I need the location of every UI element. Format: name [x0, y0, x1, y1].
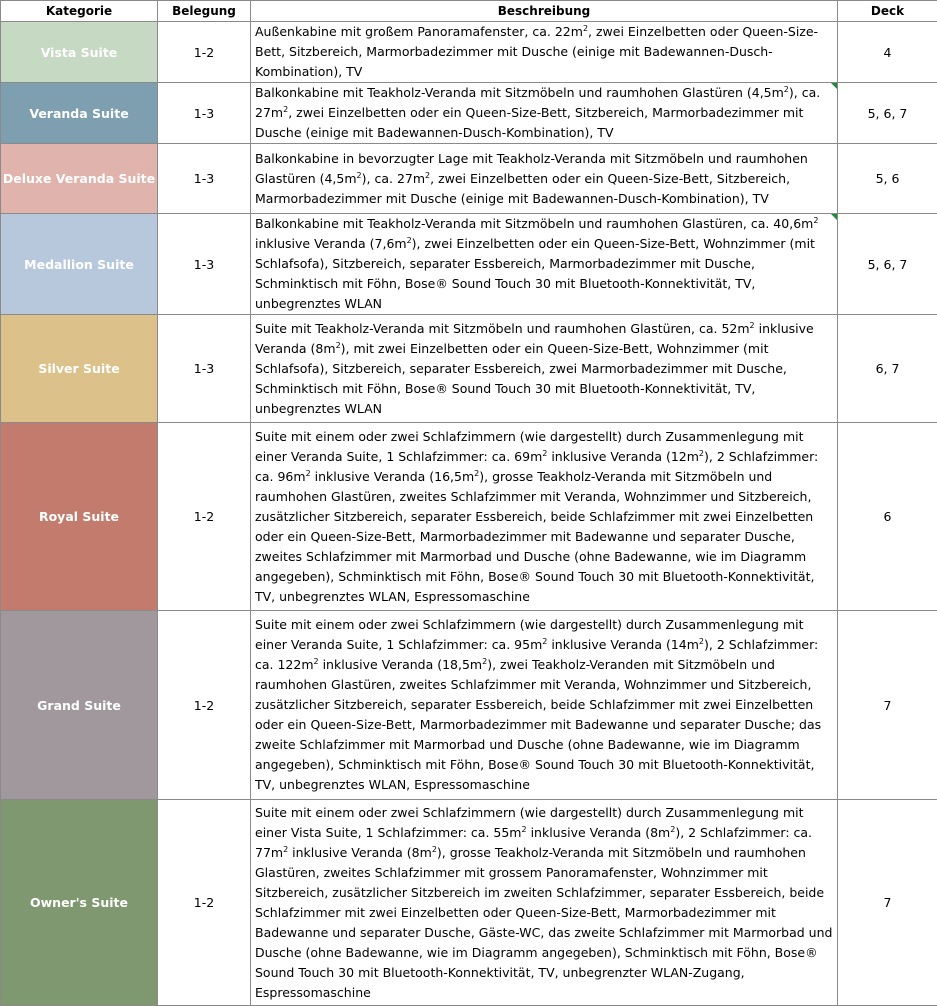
header-beschreibung: Beschreibung — [251, 1, 838, 22]
category-cell: Royal Suite — [1, 423, 158, 611]
occupancy-cell: 1-3 — [158, 83, 251, 144]
occupancy-cell: 1-2 — [158, 800, 251, 1006]
occupancy-cell: 1-2 — [158, 22, 251, 83]
description-cell: Suite mit Teakholz-Veranda mit Sitzmöbeln und raumhohen Glastüren, ca. $52m^2$ inklusive Veranda $(8m^2)$, mit zwei Einzelbetten oder ein Queen-Size-Bett, Wohnzimmer (mit Schlafsofa), Sitzbereich, separater Essbereich, zwei Marmorbadezimmer mit Dusche, Schminktisch mit Föhn, Bose® Sound Touch 30 mit Bluetooth-Konnektivität, TV, unbegrenztes WLAN — [251, 315, 838, 423]
deck-cell: 7 — [838, 611, 937, 800]
category-cell: Owner's Suite — [1, 800, 158, 1006]
header-kategorie: Kategorie — [1, 1, 158, 22]
category-cell: Medallion Suite — [1, 214, 158, 315]
occupancy-cell: 1-3 — [158, 315, 251, 423]
table-row — [1, 144, 937, 214]
header-belegung: Belegung — [158, 1, 251, 22]
header-deck: Deck — [838, 1, 937, 22]
header-row — [1, 1, 937, 22]
category-cell: Silver Suite — [1, 315, 158, 423]
category-cell: Grand Suite — [1, 611, 158, 800]
deck-cell: 4 — [838, 22, 937, 83]
table-row — [1, 800, 937, 1006]
description-cell: Außenkabine mit großem Panoramafenster, ca. $22m^2$, zwei Einzelbetten oder Queen-Size-Bett, Sitzbereich, Marmorbadezimmer mit Dusche (einige mit Badewannen-Dusch-Kombination), TV — [251, 22, 838, 83]
table-row — [1, 315, 937, 423]
category-cell: Veranda Suite — [1, 83, 158, 144]
occupancy-cell: 1-3 — [158, 214, 251, 315]
deck-cell: 6, 7 — [838, 315, 937, 423]
category-cell: Deluxe Veranda Suite — [1, 144, 158, 214]
deck-cell: 6 — [838, 423, 937, 611]
description-cell: Balkonkabine in bevorzugter Lage mit Teakholz-Veranda mit Sitzmöbeln und raumhohen Glastüren $(4,5m^2)$, ca. $27m^2$, zwei Einzelbetten oder ein Queen-Size-Bett, Sitzbereich, Marmorbadezimmer mit Dusche (einige mit Badewannen-Dusch-Kombination), TV — [251, 144, 838, 214]
comment-marker-icon — [831, 83, 837, 89]
deck-cell: 5, 6, 7 — [838, 214, 937, 315]
occupancy-cell: 1-2 — [158, 423, 251, 611]
description-cell: Balkonkabine mit Teakholz-Veranda mit Sitzmöbeln und raumhohen Glastüren $(4,5m^2)$, ca. $27m^2$, zwei Einzelbetten oder ein Queen-Size-Bett, Sitzbereich, Marmorbadezimmer mit Dusche (einige mit Badewannen-Dusch-Kombination), TV — [251, 83, 838, 144]
table-row — [1, 423, 937, 611]
deck-cell: 7 — [838, 800, 937, 1006]
category-cell: Vista Suite — [1, 22, 158, 83]
description-cell: Suite mit einem oder zwei Schlafzimmern (wie dargestellt) durch Zusammenlegung mit einer Vista Suite, 1 Schlafzimmer: ca. $55m^2$ inklusive Veranda $(8m^2)$, 2 Schlafzimmer: ca. $77m^2$ inklusive Veranda $(8m^2)$, grosse Teakholz-Veranda mit Sitzmöbeln und raumhohen Glastüren, zweites Schlafzimmer mit grossem Panoramafenster, Wohnzimmer mit Sitzbereich, zusätzlicher Sitzbereich im zweiten Schlafzimmer, separater Essbereich, beide Schlafzimmer mit zwei Einzelbetten oder Queen-Size-Bett, Marmorbadezimmer mit Badewanne und separater Dusche, Gäste-WC, das zweite Schlafzimmer mit Marmorbad und Dusche (ohne Badewanne, wie im Diagramm angegeben), Schminktisch mit Föhn, Bose® Sound Touch 30 mit Bluetooth-Konnektivität, TV, unbegrenzter WLAN-Zugang, Espressomaschine — [251, 800, 838, 1006]
description-cell: Balkonkabine mit Teakholz-Veranda mit Sitzmöbeln und raumhohen Glastüren, ca. $40,6m^2$ inklusive Veranda $(7,6m^2)$, zwei Einzelbetten oder ein Queen-Size-Bett, Wohnzimmer (mit Schlafsofa), Sitzbereich, separater Essbereich, Marmorbadezimmer mit Dusche, Schminktisch mit Föhn, Bose® Sound Touch 30 mit Bluetooth-Konnektivität, TV, unbegrenztes WLAN — [251, 214, 838, 315]
description-cell: Suite mit einem oder zwei Schlafzimmern (wie dargestellt) durch Zusammenlegung mit einer Veranda Suite, 1 Schlafzimmer: ca. $69m^2$ inklusive Veranda $(12m^2)$, 2 Schlafzimmer: ca. $96m^2$ inklusive Veranda $(16,5m^2)$, grosse Teakholz-Veranda mit Sitzmöbeln und raumhohen Glastüren, zweites Schlafzimmer mit Veranda, Wohnzimmer und Sitzbereich, zusätzlicher Sitzbereich, separater Essbereich, beide Schlafzimmer mit zwei Einzelbetten oder ein Queen-Size-Bett, Marmorbadezimmer mit Badewanne und separater Dusche, zweites Schlafzimmer mit Marmorbad und Dusche (ohne Badewanne, wie im Diagramm angegeben), Schminktisch mit Föhn, Bose® Sound Touch 30 mit Bluetooth-Konnektivität, TV, unbegrenztes WLAN, Espressomaschine — [251, 423, 838, 611]
description-cell: Suite mit einem oder zwei Schlafzimmern (wie dargestellt) durch Zusammenlegung mit einer Veranda Suite, 1 Schlafzimmer: ca. $95m^2$ inklusive Veranda $(14m^2)$, 2 Schlafzimmer: ca. $122m^2$ inklusive Veranda $(18,5m^2)$, zwei Teakholz-Veranden mit Sitzmöbeln und raumhohen Glastüren, zweites Schlafzimmer mit Veranda, Wohnzimmer und Sitzbereich, zusätzlicher Sitzbereich, separater Essbereich, beide Schlafzimmer mit zwei Einzelbetten oder ein Queen-Size-Bett, Marmorbadezimmer mit Badewanne und separater Dusche; das zweite Schlafzimmer mit Marmorbad und Dusche (ohne Badewanne, wie im Diagramm angegeben), Schminktisch mit Föhn, Bose® Sound Touch 30 mit Bluetooth-Konnektivität, TV, unbegrenztes WLAN, Espressomaschine — [251, 611, 838, 800]
occupancy-cell: 1-2 — [158, 611, 251, 800]
table-row — [1, 611, 937, 800]
deck-cell: 5, 6, 7 — [838, 83, 937, 144]
table-row — [1, 22, 937, 83]
occupancy-cell: 1-3 — [158, 144, 251, 214]
table-row — [1, 214, 937, 315]
table-row — [1, 83, 937, 144]
deck-cell: 5, 6 — [838, 144, 937, 214]
comment-marker-icon — [831, 214, 837, 220]
